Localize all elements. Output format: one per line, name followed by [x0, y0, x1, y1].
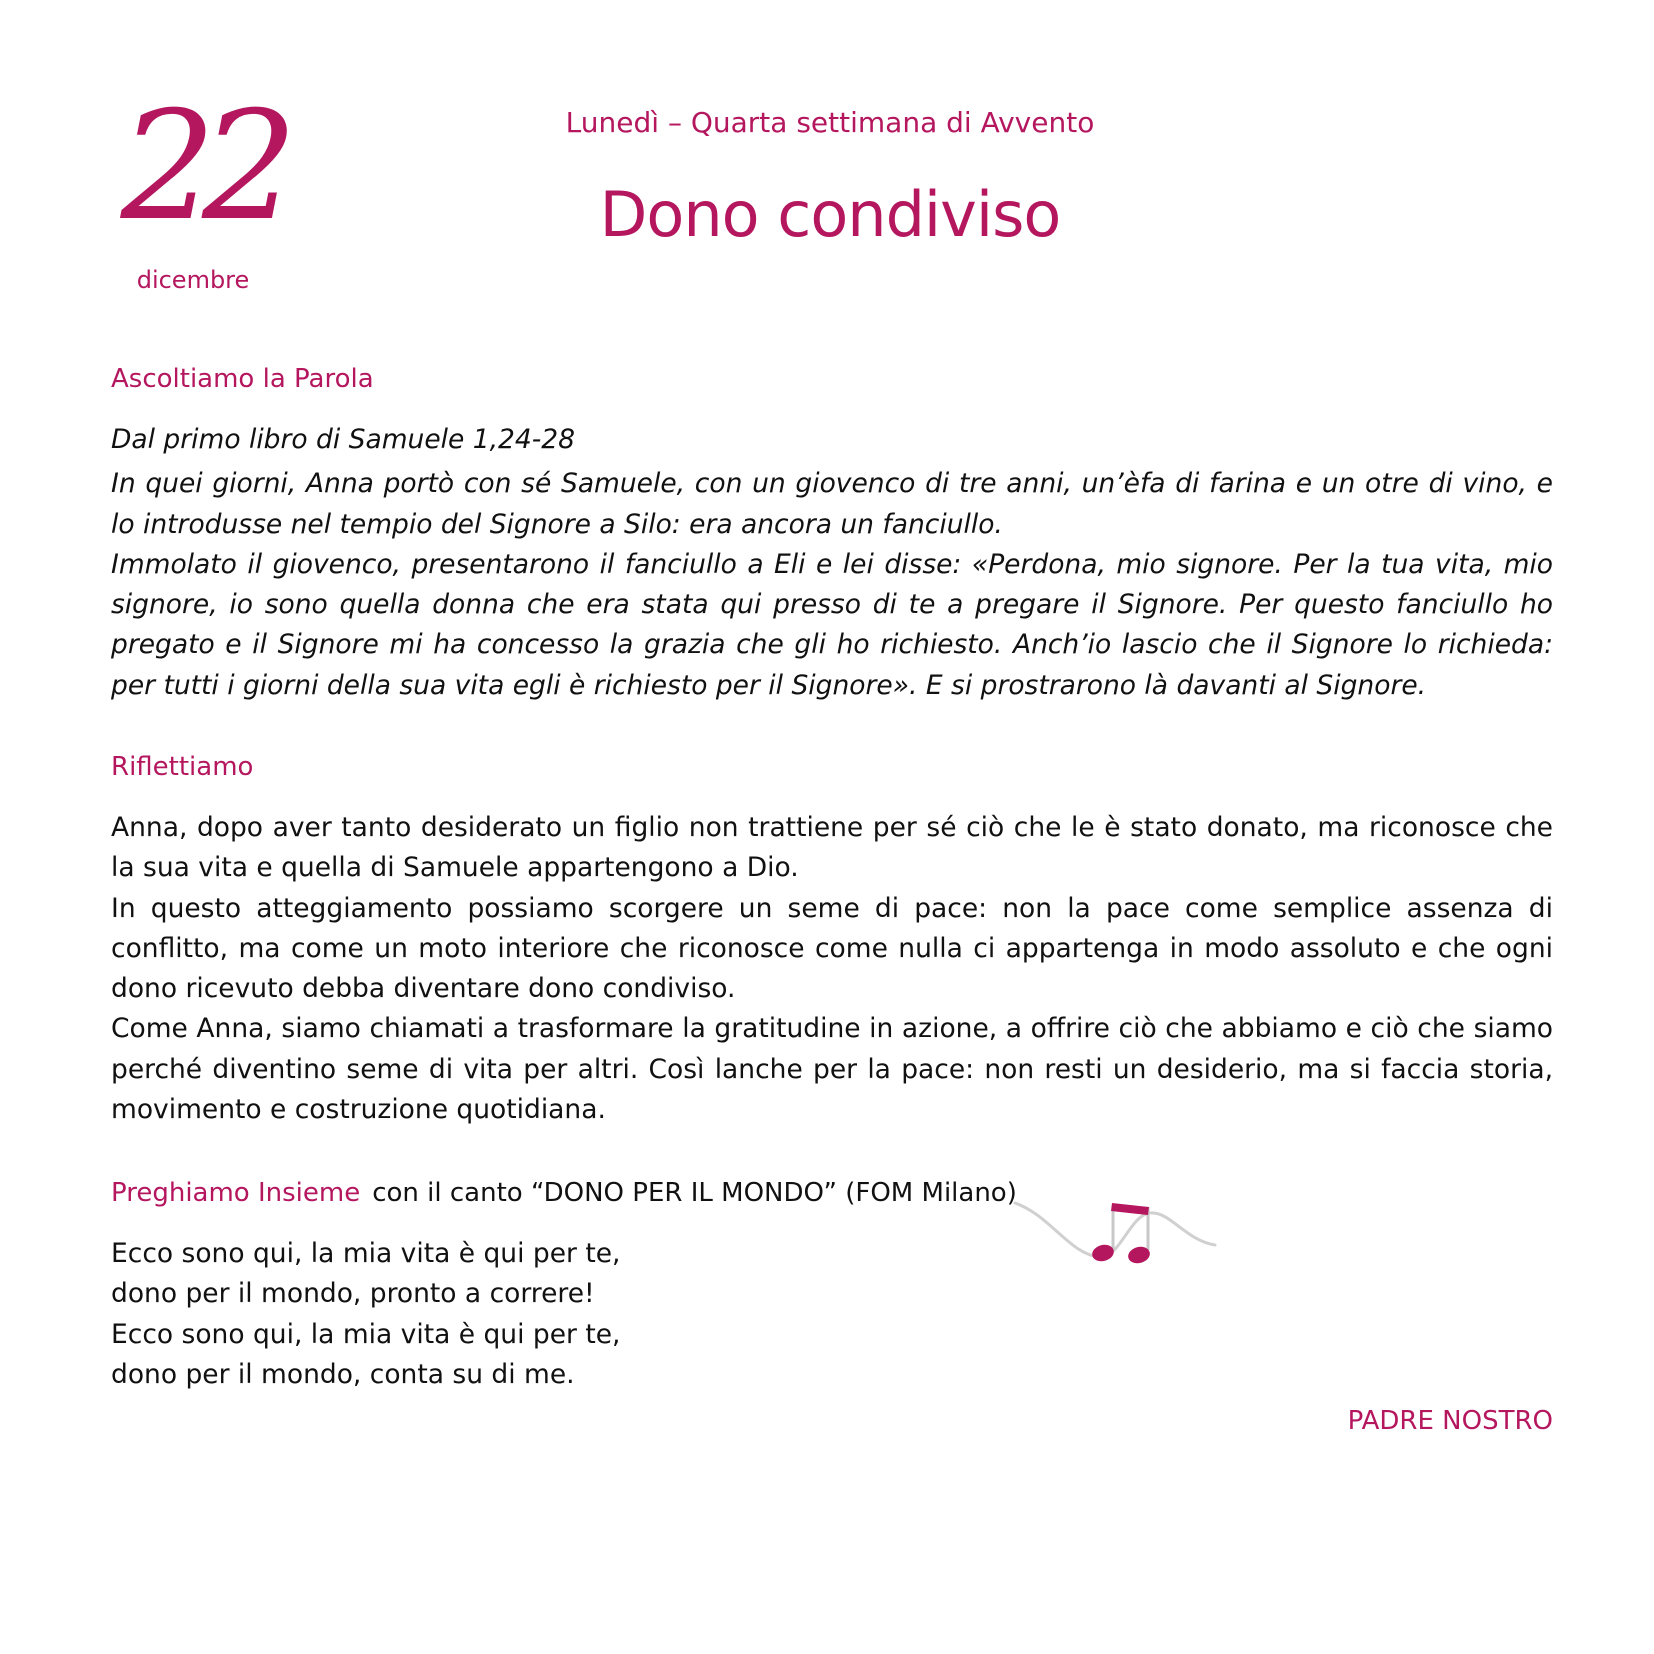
music-note-icon [1010, 1195, 1220, 1270]
closing-prayer: PADRE NOSTRO [1347, 1406, 1553, 1436]
listen-block [111, 420, 1553, 706]
scripture-reference: Dal primo libro di Samuele 1,24-28 [111, 424, 575, 455]
listen-heading: Ascoltiamo la Parola [111, 364, 374, 394]
pray-line [111, 1178, 1017, 1208]
pray-heading: Preghiamo Insieme [111, 1178, 361, 1208]
reflection-paragraph: Anna, dopo aver tanto desiderato un figlio non trattiene per sé ciò che le è stato donato, ma riconosce che la sua vita e quella di Samuele appartengono a Dio. [111, 812, 1553, 884]
lyric-line: dono per il mondo, pronto a correre! [111, 1278, 595, 1310]
scripture-paragraph: Immolato il giovenco, presentarono il fanciullo a Eli e lei disse: «Perdona, mio signore. Per la tua vita, mio signore, io sono quella donna che era stata qui presso di te a pregare il Signore. Per questo fanciullo ho pregato e il Signore mi ha concesso la grazia che gli ho richiesto. Anch’io lascio che il Signore lo richieda: per tutti i giorni della sua vita egli è richiesto per il Signore». E si prostrarono là davanti al Signore. [111, 548, 1553, 701]
reflect-heading: Riflettiamo [111, 752, 254, 782]
lyric-line: Ecco sono qui, la mia vita è qui per te, [111, 1238, 621, 1269]
lyric-line: dono per il mondo, conta su di me. [111, 1358, 575, 1390]
page-subtitle: Lunedì – Quarta settimana di Avvento [565, 106, 1095, 139]
scripture-paragraph: In quei giorni, Anna portò con sé Samuele, con un giovenco di tre anni, un’èfa di farina e un otre di vino, e lo introdusse nel tempio del Signore a Silo: era ancora un fanciullo. [111, 468, 1553, 540]
lyric-line: Ecco sono qui, la mia vita è qui per te, [111, 1318, 621, 1350]
reflection-paragraph: In questo atteggiamento possiamo scorgere un seme di pace: non la pace come semplice assenza di conflitto, ma come un moto interiore che riconosce come nulla ci appartenga in modo assoluto e che ogni dono ricevuto debba diventare dono condiviso. [111, 892, 1553, 1005]
reflect-block [111, 808, 1553, 1130]
date-day: 22 [120, 80, 284, 254]
reflection-paragraph: Come Anna, siamo chiamati a trasformare la gratitudine in azione, a offrire ciò che abbiamo e ciò che siamo perché diventino seme di vita per altri. Così lanche per la pace: non resti un desiderio, ma si faccia storia, movimento e costruzione quotidiana. [111, 1013, 1553, 1126]
song-lyrics [111, 1234, 620, 1395]
date-month: dicembre [136, 266, 250, 294]
song-intro: con il canto “DONO PER IL MONDO” (FOM Milano) [372, 1178, 1017, 1208]
page-title: Dono condiviso [599, 178, 1061, 251]
